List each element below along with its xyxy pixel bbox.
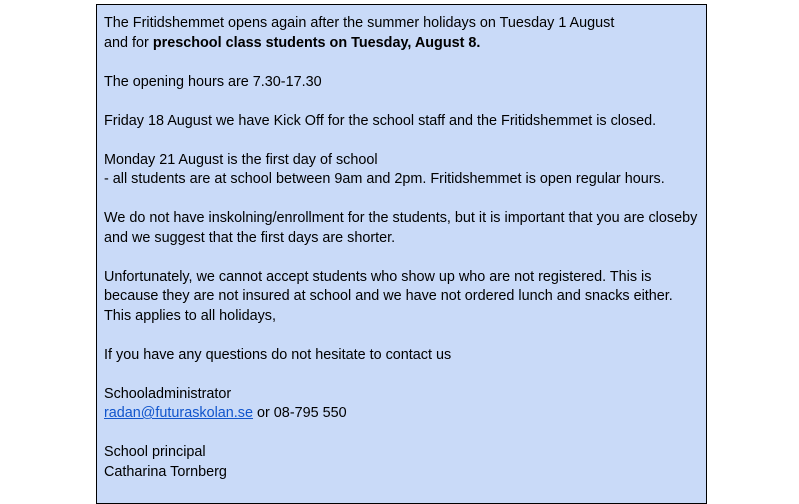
enrollment-line-1: We do not have inskolning/enrollment for the students, but it is important that you are closeby — [104, 210, 698, 226]
preschool-line-prefix: and for — [104, 34, 153, 51]
first-day-paragraph — [104, 151, 699, 190]
questions-paragraph — [104, 346, 699, 366]
preschool-date-bold: preschool class students on Tuesday, August 8. — [152, 34, 481, 51]
opening-hours-paragraph — [104, 73, 699, 93]
principal-role: School principal — [104, 444, 206, 460]
email-link[interactable]: radan@futuraskolan.se — [104, 405, 254, 421]
opening-hours-text: The opening hours are 7.30-17.30 — [104, 73, 322, 90]
kickoff-paragraph — [104, 112, 699, 132]
enrollment-line-2: and we suggest that the first days are shorter. — [104, 229, 396, 246]
notice-box — [96, 4, 707, 504]
reopening-line: The Fritidshemmet opens again after the summer holidays on Tuesday 1 August — [104, 15, 615, 31]
kickoff-text: Friday 18 August we have Kick Off for the school staff and the Fritidshemmet is closed. — [104, 112, 657, 129]
enrollment-paragraph — [104, 209, 699, 248]
contact-line — [104, 404, 699, 424]
registration-line-2: because they are not insured at school and we have not ordered lunch and snacks either. — [104, 288, 673, 304]
registration-line-3: This applies to all holidays, — [104, 307, 276, 324]
signature-paragraph — [104, 443, 699, 482]
phone-text: or 08-795 550 — [253, 405, 347, 421]
first-day-line: Monday 21 August is the first day of school — [104, 151, 378, 168]
questions-text: If you have any questions do not hesitate to contact us — [104, 346, 452, 363]
contact-paragraph — [104, 385, 699, 424]
principal-name: Catharina Tornberg — [104, 463, 227, 480]
registration-paragraph — [104, 268, 699, 327]
preschool-line — [104, 34, 699, 54]
contact-role: Schooladministrator — [104, 385, 232, 402]
registration-line-1: Unfortunately, we cannot accept students who show up who are not registered. This is — [104, 268, 652, 285]
reopening-paragraph — [104, 14, 699, 53]
school-hours-line: - all students are at school between 9am and 2pm. Fritidshemmet is open regular hours. — [104, 171, 665, 187]
